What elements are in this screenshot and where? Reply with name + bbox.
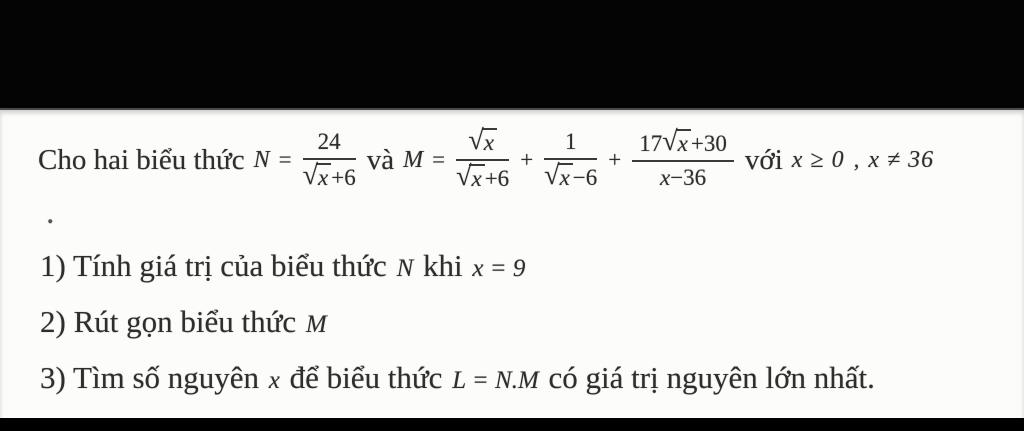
- question-2-variable: M: [305, 311, 327, 338]
- plus-sign: +: [608, 147, 622, 172]
- numerator-tail: +30: [690, 131, 727, 157]
- radical-sign-icon: √: [468, 124, 484, 156]
- variable-n: N: [253, 146, 270, 173]
- with-text: với: [744, 143, 783, 176]
- radical-sign-icon: √: [456, 161, 472, 192]
- equals-sign-n: =: [278, 147, 292, 172]
- sqrt-expression: [544, 159, 573, 191]
- top-letterbox-bar: [0, 0, 1024, 108]
- numerator-coefficient: 17: [639, 131, 663, 157]
- question-1-label: 1): [40, 248, 66, 283]
- question-3-text3: có giá trị nguyên lớn nhất.: [548, 360, 875, 395]
- denominator-tail: +6: [484, 166, 510, 191]
- condition-comma: ,: [853, 147, 860, 172]
- fraction-n-denominator: [303, 160, 356, 191]
- fraction-m2-denominator: [544, 160, 597, 191]
- plus-sign: +: [520, 147, 534, 172]
- document-area: [0, 108, 1024, 420]
- fraction-m3-numerator: [632, 126, 734, 162]
- question-3-variable: x: [268, 367, 280, 394]
- condition-exclusion: x ≠ 36: [868, 146, 935, 173]
- question-3-label: 3): [40, 360, 66, 395]
- fraction-m1-denominator: [456, 161, 509, 192]
- fraction-m2-numerator: [544, 129, 597, 160]
- fraction-m3-denominator: [660, 162, 706, 191]
- bottom-letterbox-bar: [0, 418, 1024, 431]
- condition-domain: x ≥ 0: [791, 146, 845, 173]
- equals-sign-m: =: [432, 147, 446, 172]
- fraction-m1: [456, 124, 510, 192]
- question-2: [40, 304, 333, 340]
- radicand: x: [676, 129, 691, 156]
- question-1-variable: N: [396, 255, 414, 282]
- conjunction-text: và: [366, 143, 395, 176]
- fraction-n-numerator: [303, 129, 356, 160]
- stray-period-mark: .: [46, 194, 55, 231]
- question-1-condition: x = 9: [472, 255, 526, 282]
- question-2-label: 2): [40, 304, 66, 339]
- sqrt-expression: [456, 161, 485, 192]
- radicand: x: [469, 164, 484, 191]
- question-3-text: Tìm số nguyên: [73, 360, 260, 395]
- denominator-tail: −6: [572, 164, 598, 190]
- fraction-n: [303, 129, 356, 191]
- question-3-expression: L = N.M: [452, 367, 539, 394]
- radical-sign-icon: √: [662, 126, 678, 158]
- denominator-tail: −36: [670, 165, 707, 191]
- radicand: x: [558, 163, 573, 190]
- sqrt-expression: [662, 126, 691, 158]
- question-3: [40, 360, 875, 396]
- question-2-text: Rút gọn biểu thức: [73, 304, 297, 339]
- question-3-text2: để biểu thức: [289, 360, 443, 395]
- radicand: x: [316, 163, 331, 190]
- radical-sign-icon: √: [544, 159, 560, 191]
- fraction-m2-numerator-value: 1: [564, 129, 577, 155]
- question-1-text: Tính giá trị của biểu thức: [73, 248, 387, 283]
- radicand: x: [482, 128, 497, 155]
- fraction-m2: [544, 129, 597, 191]
- denominator-tail: +6: [331, 164, 356, 190]
- fraction-m1-numerator: [456, 124, 509, 161]
- radical-sign-icon: √: [302, 159, 319, 191]
- question-1-text2: khi: [423, 248, 463, 283]
- fraction-n-numerator-value: 24: [317, 129, 341, 155]
- sqrt-expression: [302, 159, 332, 191]
- denominator-variable: x: [659, 165, 671, 191]
- intro-text: Cho hai biểu thức: [38, 143, 245, 176]
- problem-statement-line: [38, 112, 934, 208]
- question-1: [40, 248, 527, 284]
- variable-m: M: [403, 146, 424, 173]
- fraction-m3: [632, 126, 734, 191]
- sqrt-expression: [468, 124, 497, 156]
